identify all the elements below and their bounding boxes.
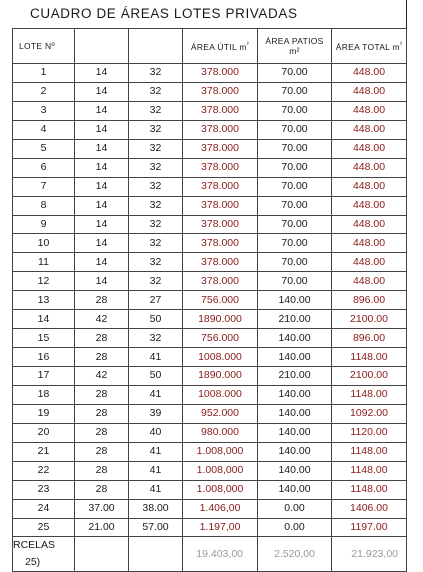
cell-patios: 210.00 [258,310,332,329]
cell-patios: 70.00 [258,272,332,291]
header-blank-2 [129,29,183,64]
cell-lote: 23 [13,480,75,499]
cell-b: 32 [129,234,183,253]
cell-a: 14 [75,101,129,120]
cell-a: 14 [75,120,129,139]
cell-util: 378.000 [183,139,258,158]
cell-total: 448.00 [332,120,407,139]
table-row [13,101,407,120]
table-row [13,518,407,537]
table-row [13,196,407,215]
cell-a: 28 [75,385,129,404]
cell-patios: 140.00 [258,291,332,310]
cell-lote: 10 [13,234,75,253]
cell-total: 1148.00 [332,461,407,480]
cell-util: 378.000 [183,101,258,120]
cell-total: 448.00 [332,196,407,215]
cell-util: 378.000 [183,64,258,83]
cell-lote: 14 [13,310,75,329]
cell-lote: 9 [13,215,75,234]
cell-lote: 1 [13,64,75,83]
cell-lote: 8 [13,196,75,215]
cell-a: 37.00 [75,499,129,518]
table-row [13,64,407,83]
cell-patios: 140.00 [258,461,332,480]
cell-lote: 22 [13,461,75,480]
cell-patios: 0.00 [258,499,332,518]
cell-total: 448.00 [332,139,407,158]
cell-b: 40 [129,423,183,442]
cell-b: 32 [129,253,183,272]
cell-b: 41 [129,461,183,480]
cell-util: 1.406,00 [183,499,258,518]
totals-area-util: 19.403,00 [183,537,258,572]
cell-a: 28 [75,329,129,348]
cell-b: 41 [129,348,183,367]
cell-b: 50 [129,310,183,329]
table-row [13,139,407,158]
cell-patios: 70.00 [258,82,332,101]
right-border-line [406,0,407,28]
cell-util: 378.000 [183,215,258,234]
totals-area-patios: 2.520,00 [258,537,332,572]
totals-label [13,537,75,572]
header-area-patios-line1: ÁREA PATIOS [265,36,324,46]
cell-lote: 13 [13,291,75,310]
cell-a: 28 [75,461,129,480]
cell-patios: 70.00 [258,101,332,120]
cell-a: 28 [75,423,129,442]
cell-patios: 140.00 [258,348,332,367]
cell-total: 448.00 [332,158,407,177]
cell-b: 32 [129,158,183,177]
cell-util: 1008.000 [183,348,258,367]
cell-a: 14 [75,177,129,196]
cell-total: 1148.00 [332,480,407,499]
cell-patios: 70.00 [258,158,332,177]
cell-lote: 5 [13,139,75,158]
cell-util: 1.008,000 [183,480,258,499]
cell-patios: 70.00 [258,120,332,139]
cell-a: 14 [75,272,129,291]
cell-b: 27 [129,291,183,310]
header-blank-1 [75,29,129,64]
cell-patios: 70.00 [258,253,332,272]
cell-lote: 18 [13,385,75,404]
table-row [13,385,407,404]
table-row [13,234,407,253]
cell-a: 14 [75,158,129,177]
totals-label-line1: RCELAS [13,539,56,552]
cell-util: 756.000 [183,291,258,310]
cell-total: 1092.00 [332,404,407,423]
table-row [13,177,407,196]
cell-patios: 210.00 [258,367,332,386]
cell-a: 28 [75,480,129,499]
cell-a: 21.00 [75,518,129,537]
cell-total: 1197.00 [332,518,407,537]
cell-lote: 24 [13,499,75,518]
table-row [13,499,407,518]
cell-b: 32 [129,82,183,101]
totals-row [13,537,407,572]
cell-a: 14 [75,234,129,253]
totals-blank-1 [75,537,129,572]
cell-lote: 7 [13,177,75,196]
cell-util: 1890.000 [183,367,258,386]
cell-b: 32 [129,101,183,120]
table-row [13,215,407,234]
cell-util: 1890.000 [183,310,258,329]
cell-total: 1406.00 [332,499,407,518]
cell-a: 28 [75,404,129,423]
cell-lote: 25 [13,518,75,537]
cell-a: 14 [75,64,129,83]
cell-total: 1148.00 [332,442,407,461]
table-row [13,272,407,291]
table-row [13,329,407,348]
cell-patios: 70.00 [258,234,332,253]
areas-table [12,28,407,572]
cell-total: 1148.00 [332,385,407,404]
table-row [13,158,407,177]
cell-b: 32 [129,272,183,291]
cell-util: 378.000 [183,196,258,215]
cell-lote: 12 [13,272,75,291]
cell-util: 1008.000 [183,385,258,404]
cell-lote: 19 [13,404,75,423]
cell-util: 378.000 [183,82,258,101]
cell-total: 2100.00 [332,367,407,386]
cell-total: 448.00 [332,64,407,83]
table-body [13,64,407,572]
cell-util: 378.000 [183,234,258,253]
table-row [13,253,407,272]
cell-total: 448.00 [332,234,407,253]
cell-a: 28 [75,291,129,310]
cell-b: 57.00 [129,518,183,537]
cell-b: 32 [129,120,183,139]
table-row [13,310,407,329]
cell-util: 1.008,000 [183,442,258,461]
header-row [13,29,407,64]
totals-area-total: 21.923,00 [332,537,407,572]
cell-patios: 70.00 [258,139,332,158]
cell-util: 378.000 [183,120,258,139]
cell-b: 41 [129,442,183,461]
cell-util: 378.000 [183,272,258,291]
cell-b: 32 [129,64,183,83]
cell-patios: 0.00 [258,518,332,537]
header-area-util: ÁREA ÚTIL $m^{^2}$ [183,29,258,64]
table-row [13,291,407,310]
cell-b: 32 [129,196,183,215]
table-row [13,442,407,461]
cell-util: 980.000 [183,423,258,442]
header-area-total: ÁREA TOTAL $m^{^2}$ [332,29,407,64]
table-row [13,367,407,386]
cell-patios: 140.00 [258,423,332,442]
cell-patios: 140.00 [258,404,332,423]
cell-b: 41 [129,480,183,499]
cell-a: 14 [75,253,129,272]
table-row [13,423,407,442]
cell-total: 448.00 [332,177,407,196]
cell-total: 448.00 [332,215,407,234]
header-lote: LOTE Nº [13,29,75,64]
cell-b: 50 [129,367,183,386]
cell-patios: 140.00 [258,480,332,499]
cell-b: 32 [129,139,183,158]
cell-total: 448.00 [332,253,407,272]
table-row [13,404,407,423]
table-row [13,120,407,139]
cell-util: 756.000 [183,329,258,348]
table-row [13,348,407,367]
cell-util: 378.000 [183,253,258,272]
cell-patios: 140.00 [258,442,332,461]
cell-util: 378.000 [183,158,258,177]
cell-util: 952.000 [183,404,258,423]
cell-total: 896.00 [332,291,407,310]
cell-total: 448.00 [332,272,407,291]
totals-blank-2 [129,537,183,572]
cell-b: 39 [129,404,183,423]
cell-patios: 70.00 [258,196,332,215]
cell-patios: 70.00 [258,177,332,196]
header-area-patios [258,29,332,64]
cell-b: 32 [129,329,183,348]
cell-lote: 15 [13,329,75,348]
cell-total: 1120.00 [332,423,407,442]
cell-lote: 6 [13,158,75,177]
cell-patios: 70.00 [258,215,332,234]
table-row [13,461,407,480]
cell-util: 1.197,00 [183,518,258,537]
table-title: CUADRO DE ÁREAS LOTES PRIVADAS [30,6,298,21]
cell-patios: 140.00 [258,385,332,404]
cell-a: 14 [75,139,129,158]
cell-total: 448.00 [332,101,407,120]
table-row [13,82,407,101]
cell-lote: 20 [13,423,75,442]
cell-lote: 11 [13,253,75,272]
cell-a: 14 [75,215,129,234]
cell-lote: 4 [13,120,75,139]
cell-total: 896.00 [332,329,407,348]
cell-patios: 140.00 [258,329,332,348]
totals-label-line2: 25) [25,556,41,569]
cell-b: 38.00 [129,499,183,518]
cell-lote: 3 [13,101,75,120]
cell-total: 2100.00 [332,310,407,329]
cell-patios: 70.00 [258,64,332,83]
cell-a: 42 [75,367,129,386]
cell-lote: 2 [13,82,75,101]
cell-util: 1.008,000 [183,461,258,480]
cell-lote: 21 [13,442,75,461]
cell-a: 42 [75,310,129,329]
cell-total: 1148.00 [332,348,407,367]
cell-total: 448.00 [332,82,407,101]
cell-a: 14 [75,196,129,215]
cell-lote: 16 [13,348,75,367]
cell-b: 32 [129,215,183,234]
table-row [13,480,407,499]
header-area-patios-line2: m² [289,46,300,56]
cell-a: 28 [75,442,129,461]
cell-lote: 17 [13,367,75,386]
cell-b: 41 [129,385,183,404]
cell-b: 32 [129,177,183,196]
cell-a: 14 [75,82,129,101]
cell-a: 28 [75,348,129,367]
cell-util: 378.000 [183,177,258,196]
